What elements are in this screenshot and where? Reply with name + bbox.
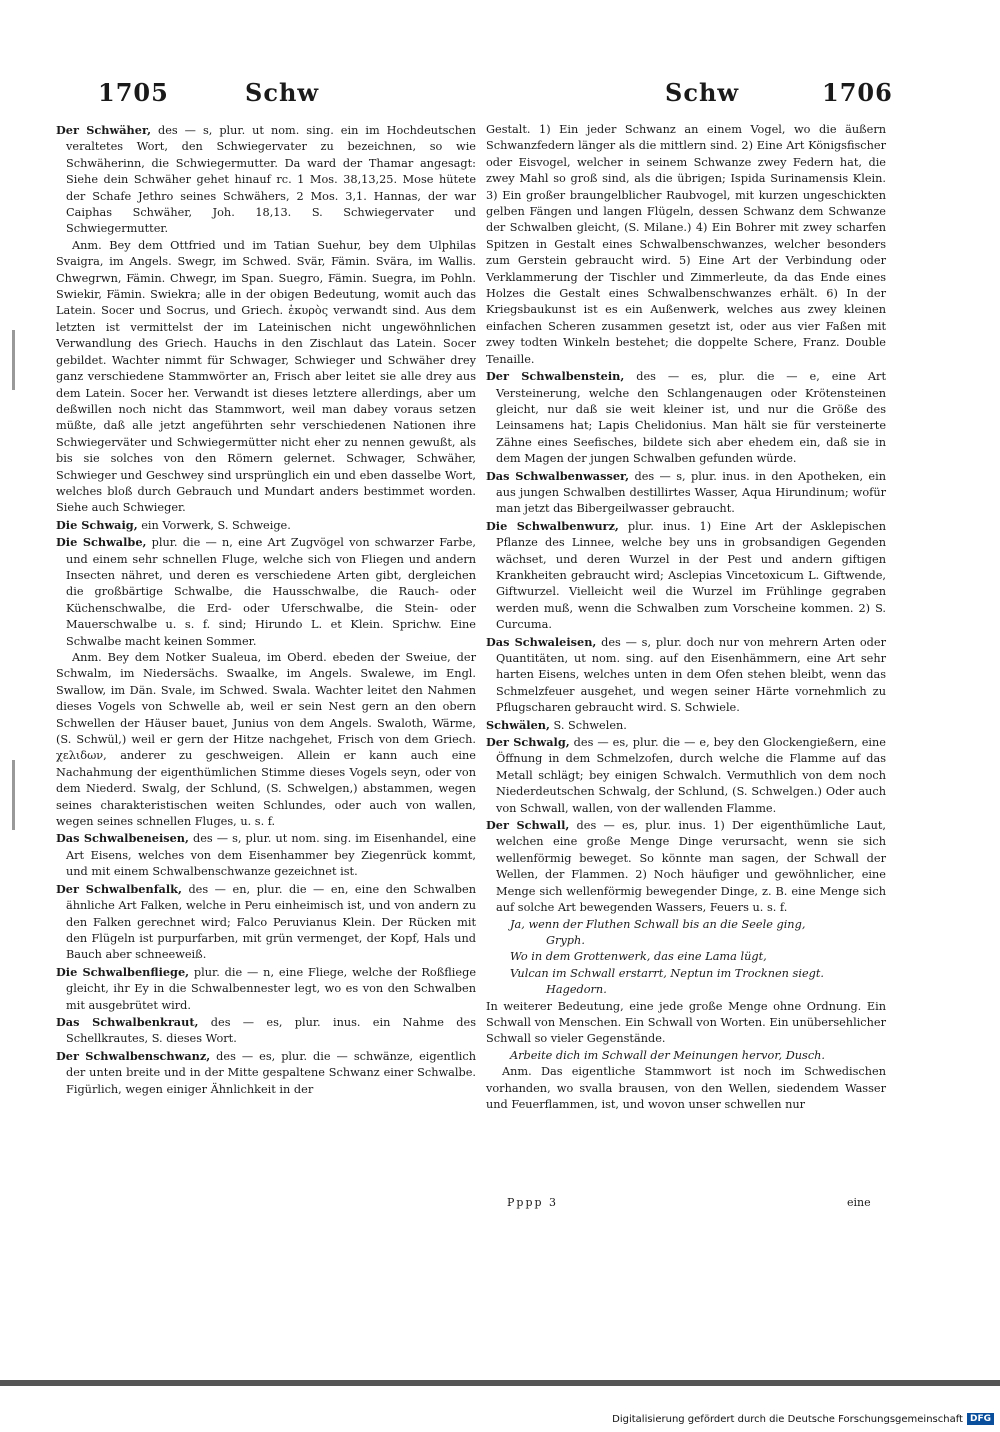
entry-headword: Der Schwalbenstein, <box>486 369 625 384</box>
signature-mark: Pppp 3 <box>507 1196 559 1209</box>
dictionary-entry <box>56 534 476 650</box>
entry-body: des — s, plur. ut nom. sing. ein im Hochdeutschen veraltetes Wort, den Schwiegervater zu bezeichnen, so wie Schwäherinn, die Schwiegermutter. Da ward der Thamar angesagt: Siehe dein Schwäher gehet hinauf rc. 1 Mos. 38,13,25. Mose hütete der Schafe Jethro seines Schwähers, 2 Mos. 3,1. Hannas, der war Caiphas Schwäher, Joh. 18,13. S. Schwiegervater und Schwiegermutter. <box>66 124 476 236</box>
entry-body: S. Schwelen. <box>549 718 627 732</box>
entry-headword: Das Schwalbenkraut, <box>56 1014 199 1029</box>
entry-body: des — es, plur. die — schwänze, eigentlich der unten breite und in der Mitte gespaltene Schwanz einer Schwalbe. Figürlich, wegen einiger Ähnlichkeit in der <box>66 1049 476 1096</box>
entry-body: plur. die — n, eine Art Zugvögel von schwarzer Farbe, und einem sehr schnellen Fluge, welche sich von Fliegen und andern Insecten nähret, und deren es verschiedene Arten gibt, dergleichen die großbärtige Schwalbe, die Hausschwalbe, die Rauch- oder Küchenschwalbe, die Erd- oder Uferschwalbe, die Stein- oder Mauerschwalbe u. s. f. sind; Hirundo L. et Klein. Sprichw. Eine Schwalbe macht keinen Sommer. <box>66 536 476 648</box>
annotation: Anm. Bey dem Ottfried und im Tatian Suehur, bey dem Ulphilas Svaigra, im Angels. Swegr, im Schwed. Svär, Fämin. Svära, im Wallis. Chwegrwn, Fämin. Chwegr, im Span. Suegro, Fämin. Suegra, im Pohln. Swiekir, Fämin. Swiekra; alle in der obigen Bedeutung, womit auch das Latein. Socer und Socrus, und Griech. ἑκυρὸς verwandt sind. Aus dem letzten ist vermittelst der im Lateinischen nicht ungewöhnlichen Verwandlung des Griech. Hauchs in den Zischlaut das Latein. Socer gebildet. Wachter nimmt für Schwager, Schwieger und Schwäher drey ganz verschiedene Stammwörter an, Frisch aber leitet sie alle drey aus dem Latein. Socer her. Verwandt ist dieses letztere allerdings, aber um deßwillen noch nicht das Stammwort, weil man dabey voraus setzen müßte, daß alle jetzt angeführten sehr verschiedenen Nationen ihre Schwiegerväter und Schwiegermütter nicht eher zu nennen gewußt, als bis sie solches von den Römern gelernet. Schwager, Schwäher, Schwieger und Geschwey sind ursprünglich ein und eben dasselbe Wort, welches bloß durch Gebrauch und Mundart anders bestimmet worden. Siehe auch Schwieger. <box>56 238 476 515</box>
dictionary-entry <box>56 881 476 964</box>
entry-body: ein Vorwerk, S. Schweige. <box>137 518 291 532</box>
left-column <box>56 122 476 1098</box>
footer <box>612 1413 994 1425</box>
dictionary-entry <box>486 518 886 634</box>
entry-body: des — es, plur. die — e, bey den Glockengießern, eine Öffnung in dem Schmelzofen, durch welche die Flamme auf das Metall schlägt; bey einigen Schwalch. Vermuthlich von dem noch Niederdeutschen Schwalg, der Schlund, (S. Schwelgen.) Oder auch von Schwall, wallen, von der wallenden Flamme. <box>496 736 886 815</box>
dictionary-entry <box>486 468 886 518</box>
dictionary-entry <box>56 517 476 534</box>
verse-line: Ja, wenn der Fluthen Schwall bis an die Seele ging, <box>510 917 806 931</box>
running-head-right: Schw <box>665 78 740 107</box>
entry-continuation: Gestalt. 1) Ein jeder Schwanz an einem Vogel, wo die äußern Schwanzfedern länger als die mittlern sind. 2) Eine Art Königsfischer oder Eisvogel, welcher in seinem Schwanze zwey Federn hat, die zwey Mahl so groß sind, als die übrigen; Ispida Surinamensis Klein. 3) Ein großer braungelblicher Raubvogel, mit kurzen ungeschickten gelben Fängen und langen Flügeln, dessen Schwanz dem Schwanze der Schwalben gleicht, (S. Milane.) 4) Ein Bohrer mit zwey scharfen Spitzen in Gestalt eines Schwalbenschwanzes, welcher besonders zum Gerstein gebraucht wird. 5) Eine Art der Verbindung oder Verklammerung der Tischler und Zimmerleute, da das Ende eines Holzes die Gestalt eines Schwalbenschwanzes erhält. 6) In der Kriegsbaukunst ist es ein Außenwerk, welches aus zwey kleinen einfachen Scheren zusammen gesetzt ist, oder aus vier Faßen mit zwey todten Winkeln bestehet; die doppelte Schere, Franz. Double Tenaille. <box>486 123 886 366</box>
footer-text: Digitalisierung gefördert durch die Deutsche Forschungsgemeinschaft <box>612 1413 963 1425</box>
page-number-left: 1705 <box>98 78 169 107</box>
annotation: Anm. Das eigentliche Stammwort ist noch im Schwedischen vorhanden, wo svalla brausen, von den Wellen, siedendem Wasser und Feuerflammen, ist, und wovon unser schwellen nur <box>486 1065 886 1111</box>
catchword: eine <box>847 1196 871 1209</box>
dictionary-entry <box>56 1014 476 1048</box>
scan-margin-mark <box>12 760 15 830</box>
paragraph: In weiterer Bedeutung, eine jede große Menge ohne Ordnung. Ein Schwall von Menschen. Ein Schwall von Worten. Ein unübersehlicher Schwall so vieler Gegenstände. <box>486 999 886 1046</box>
entry-headword: Die Schwalbenwurz, <box>486 518 619 533</box>
entry-headword: Der Schwall, <box>486 818 570 833</box>
entry-headword: Die Schwalbe, <box>56 535 147 550</box>
running-head-left: Schw <box>245 78 320 107</box>
entry-headword: Das Schwaleisen, <box>486 634 597 649</box>
entry-headword: Der Schwalbenfalk, <box>56 881 182 896</box>
dictionary-entry <box>56 1048 476 1098</box>
entry-body: des — en, plur. die — en, eine den Schwalben ähnliche Art Falken, welche in Peru einheimisch ist, und von andern zu den Falken gerechnet wird; Falco Peruvianus Klein. Der Rücken mit den Flügeln ist purpurfarben, mit grün vermenget, der Kopf, Hals und Bauch aber schneeweiß. <box>66 882 476 962</box>
entry-headword: Der Schwäher, <box>56 123 152 137</box>
entry-headword: Die Schwaig, <box>56 517 138 532</box>
entry-body: plur. inus. 1) Eine Art der Asklepischen Pflanze des Linnee, welche bey uns in grobsandigen Gegenden wächset, und deren Wurzel in der Pest und andern giftigen Krankheiten gebraucht wird; Asclepias Vincetoxicum L. Giftwende, Giftwurzel. Vielleicht weil die Wurzel im Frühlinge gegraben werden muß, wenn die Schwalben zum Vorscheine kommen. 2) S. Curcuma. <box>496 519 886 632</box>
dictionary-entry <box>486 368 886 467</box>
annotation: Anm. Bey dem Notker Sualeua, im Oberd. ebeden der Sweiue, der Schwalm, im Niedersächs. Swaalke, im Angels. Swalewe, im Engl. Swallow, im Dän. Svale, im Schwed. Swala. Wachter leitet den Nahmen dieses Vogels von Schwelle ab, weil er sein Nest gern an den obern Schwellen der Häuser bauet, Junius von dem Angels. Swaloth, Wärme, (S. Schwül,) weil er gern der Hitze nachgehet, Frisch von dem Griech. χελιδων, anderer zu geschweigen. Allein er kann auch eine Nachahmung der eigenthümlichen Stimme dieses Vogels seyn, oder von dem Niederd. Swalg, der Schlund, (S. Schwelgen,) abstammen, wegen seines charakteristischen weiten Schlundes, oder auch von wallen, wegen seines schnellen Fluges, u. s. f. <box>56 651 476 829</box>
right-column <box>486 122 886 1113</box>
dictionary-entry <box>486 634 886 717</box>
entry-body: des — es, plur. die — e, eine Art Versteinerung, welche den Schlangenaugen oder Krötensteinen gleicht, nur daß sie weit kleiner ist, und nur die Größe des Leinsamens hat; Lapis Chelidonius. Man hält sie für versteinerte Zähne eines Seefisches, bildete sich aber ehedem ein, daß sie in dem Magen der jungen Schwalben gefunden würde. <box>496 370 886 466</box>
verse-line: Vulcan im Schwall erstarrt, Neptun im Trocknen siegt. <box>510 966 825 980</box>
entry-body: des — es, plur. inus. ein Nahme des Schellkrautes, S. dieses Wort. <box>66 1015 476 1046</box>
dictionary-entry <box>486 817 886 916</box>
page-number-right: 1706 <box>822 78 893 107</box>
entry-body: plur. die — n, eine Fliege, welche der Roßfliege gleicht, ihr Ey in die Schwalbennester legt, wo es von den Schwalben mit ausgebrütet wird. <box>66 965 477 1012</box>
dictionary-entry <box>486 734 886 817</box>
entry-headword: Das Schwalbenwasser, <box>486 468 630 483</box>
verse-source: Hagedorn. <box>546 983 607 997</box>
scan-margin-mark <box>12 330 15 390</box>
entry-headword: Der Schwalbenschwanz, <box>56 1048 211 1063</box>
entry-headword: Der Schwalg, <box>486 735 570 750</box>
entry-body: des — s, plur. inus. in den Apotheken, ein aus jungen Schwalben destillirtes Wasser, Aqua Hirundinum; wofür man jetzt das Bibergeilwasser gebraucht. <box>496 469 886 516</box>
dictionary-entry <box>486 717 886 734</box>
entry-headword: Schwälen, <box>486 717 550 732</box>
dictionary-entry <box>56 122 476 238</box>
verse-source: Gryph. <box>546 933 585 947</box>
entry-headword: Das Schwalbeneisen, <box>56 831 189 846</box>
dfg-logo: DFG <box>967 1413 994 1425</box>
entry-body: des — es, plur. inus. 1) Der eigenthümliche Laut, welchen eine große Menge Dinge verursacht, wenn sie sich wellenförmig beweget. So könnte man sagen, der Schwall der Wellen, der Flammen. 2) Noch häufiger und gewöhnlicher, eine Menge sich wellenförmig bewegender Dinge, z. B. eine Menge sich auf solche Art bewegenden Wassers, Feuers u. s. f. <box>496 819 886 915</box>
entry-headword: Die Schwalbenfliege, <box>56 964 190 979</box>
verse-line: Wo in dem Grottenwerk, das eine Lama lügt, <box>510 950 767 964</box>
dictionary-entry <box>56 830 476 880</box>
entry-body: des — s, plur. doch nur von mehrern Arten oder Quantitäten, ut nom. sing. auf den Eisenhämmern, eine Art sehr harten Eisens, welches unten in dem Ofen stehen bleibt, wenn das Schmelzfeuer ausgehet, und wegen seiner Härte vornehmlich zu Pflugscharen gebraucht wird. S. Schwiele. <box>496 635 887 715</box>
verse-line: Arbeite dich im Schwall der Meinungen hervor, Dusch. <box>510 1048 826 1062</box>
entry-body: des — s, plur. ut nom. sing. im Eisenhandel, eine Art Eisens, welches von dem Eisenhammer bey Ziegenrück kommt, und mit einem Schwalbenschwanze gezeichnet ist. <box>66 832 477 879</box>
dictionary-entry <box>56 964 476 1014</box>
scan-edge <box>0 1380 1000 1386</box>
